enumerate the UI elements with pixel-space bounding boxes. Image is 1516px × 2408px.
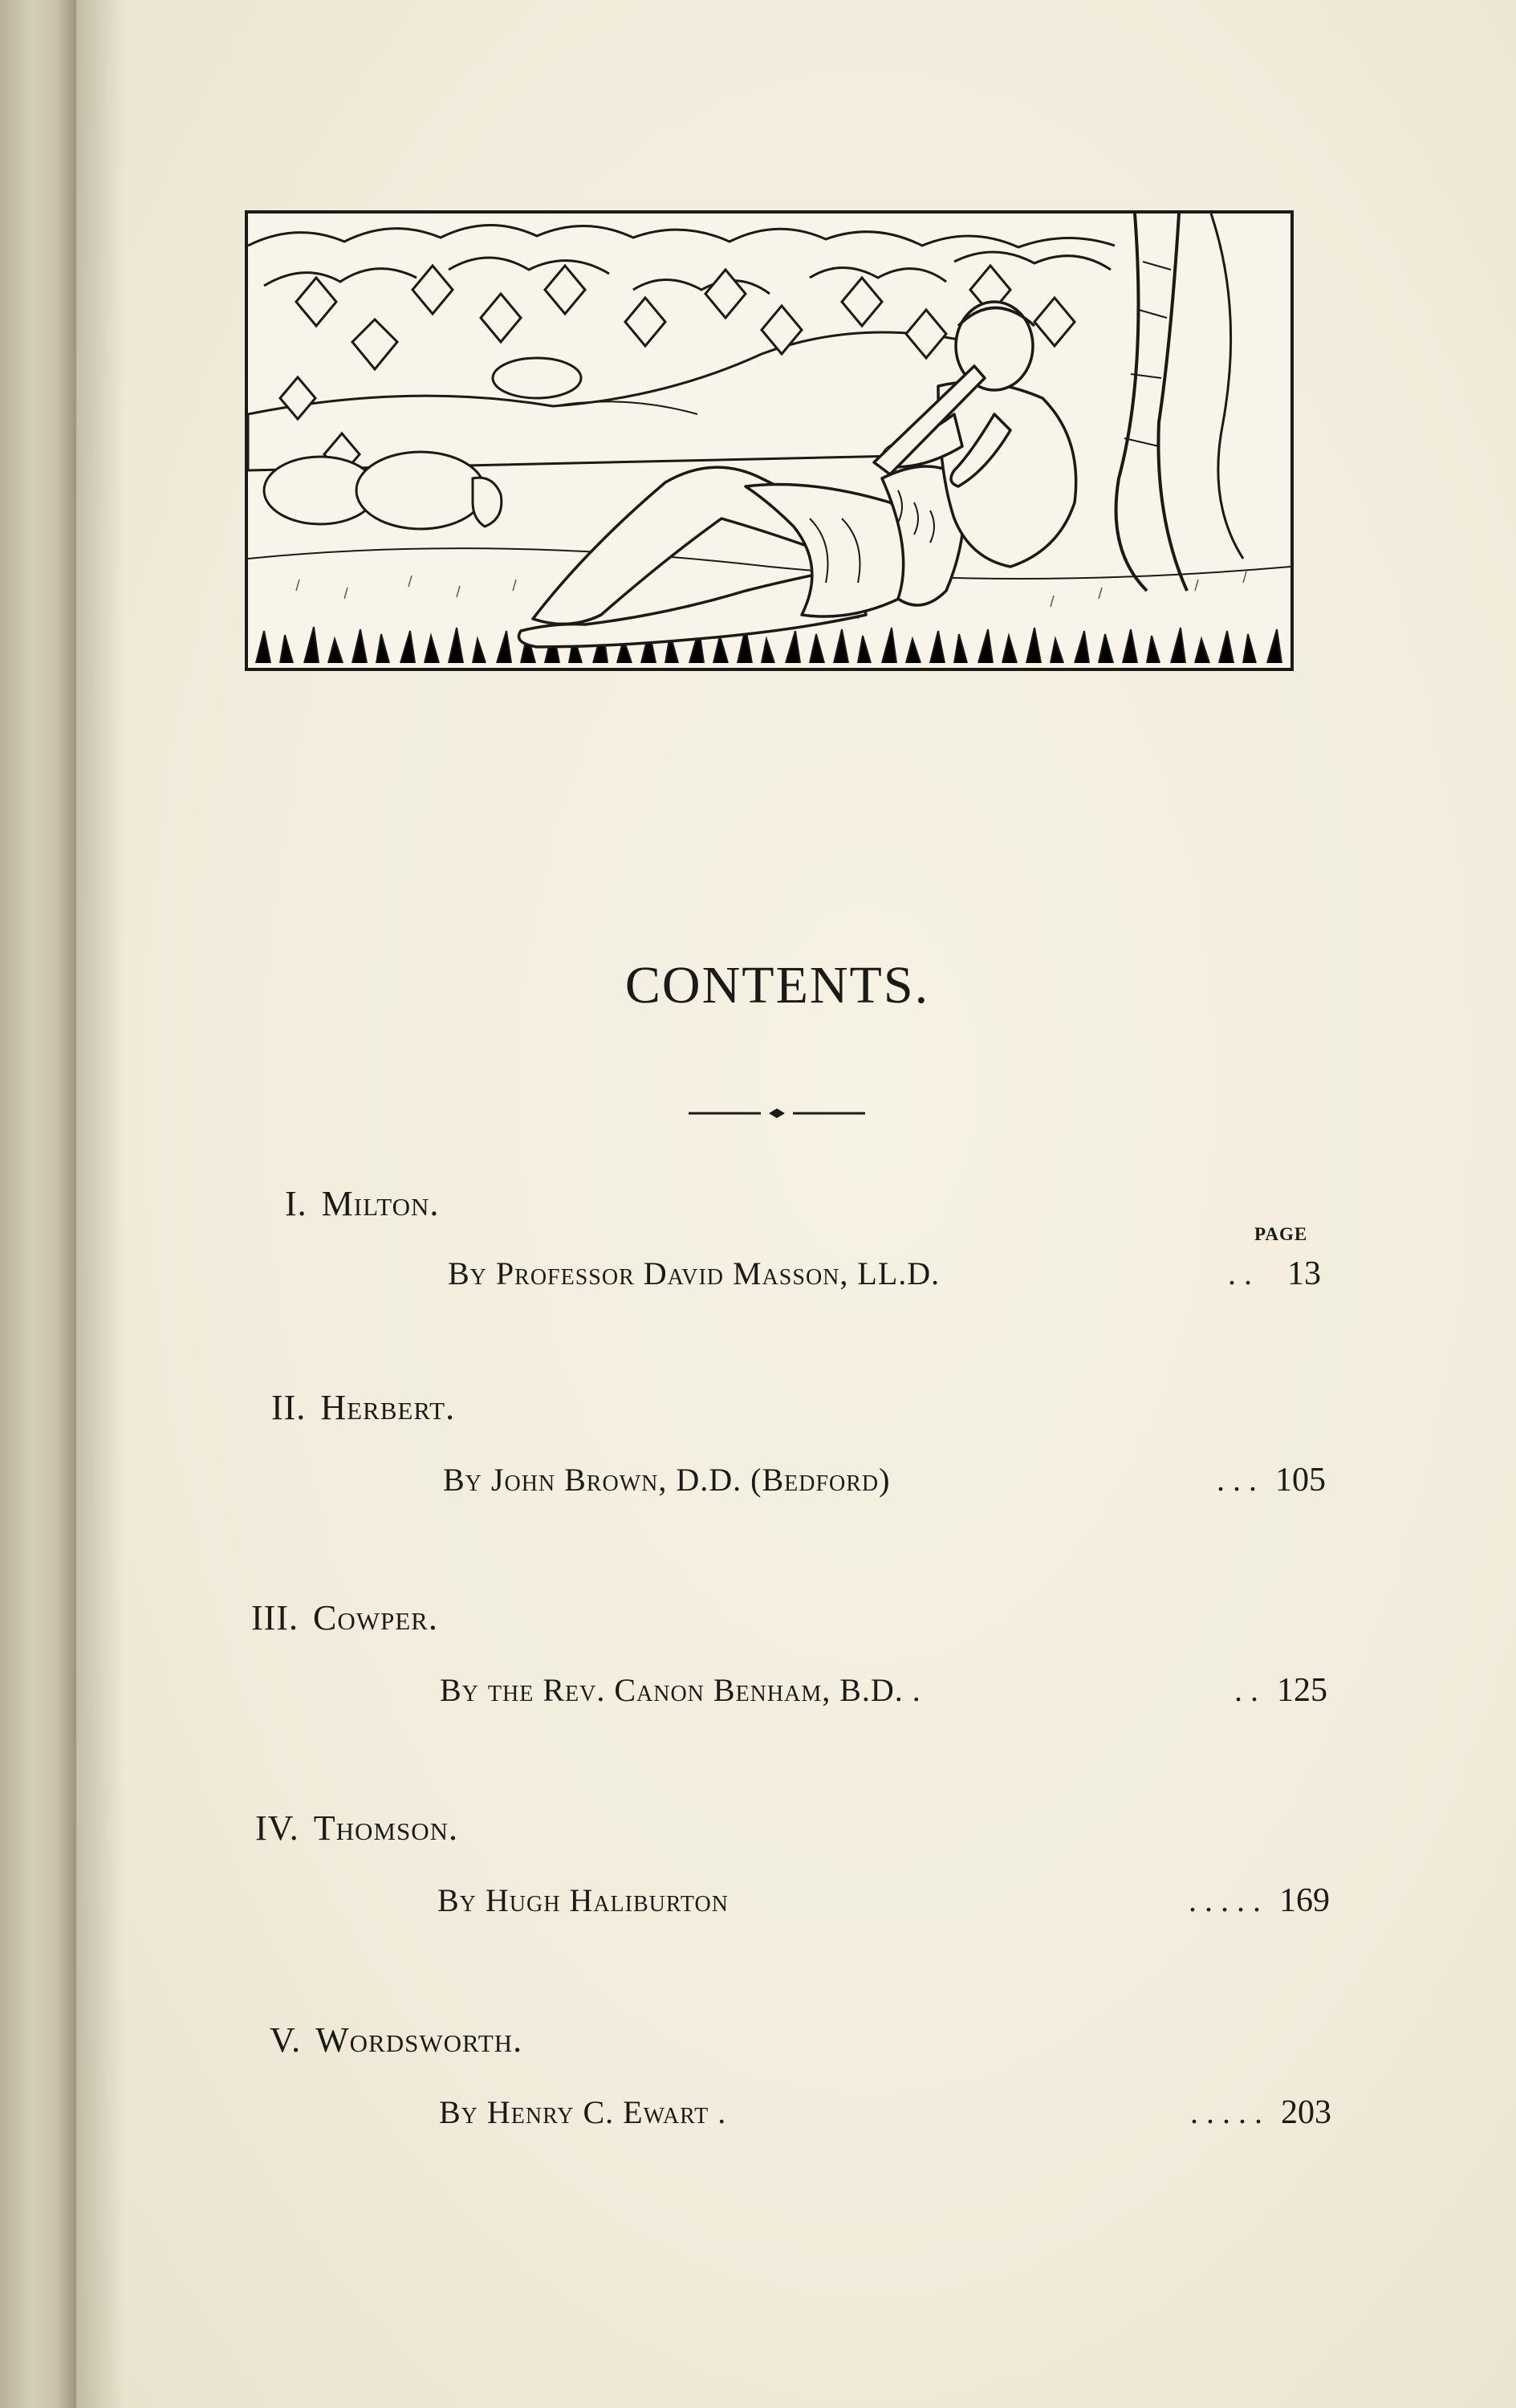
entry-author-line[interactable] [443,1461,1326,1503]
pastoral-piper-engraving-icon [245,210,1294,671]
entry-author: By Henry C. Ewart . [439,2094,727,2130]
entry-author-line[interactable] [448,1255,1321,1296]
gutter-shadow [76,0,124,2408]
entry-page-number: 169 [1279,1882,1330,1919]
entry-subject: Wordsworth. [315,2020,523,2060]
entry-numeral: IV. [255,1808,299,1848]
entry-author-line[interactable] [440,1671,1327,1713]
entry-subject: Milton. [321,1184,440,1223]
entry-numeral: II. [271,1388,307,1427]
entry-author: By Professor David Masson, LL.D. [448,1255,941,1291]
entry-page-number: 203 [1281,2094,1331,2131]
divider-ornament-icon [689,1104,865,1123]
dot-leaders: . . . . . [1189,1882,1261,1918]
entry-numeral: V. [270,2020,302,2060]
entry-author-line[interactable] [437,1881,1330,1923]
entry-numeral: I. [285,1184,307,1223]
entry-page-number: 13 [1287,1255,1321,1292]
dot-leaders: . . [1234,1672,1258,1708]
page-column-label: PAGE [1254,1224,1308,1244]
entry-heading [285,1183,439,1224]
dot-leaders: . . [1228,1255,1252,1291]
book-binding-edge [0,0,76,2408]
entry-author: By John Brown, D.D. (Bedford) [443,1462,891,1498]
entry-heading [271,1387,455,1428]
entry-heading [270,2020,522,2060]
entry-subject: Cowper. [312,1598,438,1637]
entry-heading [251,1597,438,1638]
entry-page-number: 105 [1275,1462,1326,1499]
entry-subject: Thomson. [313,1808,458,1848]
entry-author: By Hugh Haliburton [437,1882,729,1918]
entry-author: By the Rev. Canon Benham, B.D. . [440,1672,921,1708]
dot-leaders: . . . . . [1190,2094,1262,2130]
entry-author-line[interactable] [439,2093,1331,2135]
entry-numeral: III. [251,1598,299,1637]
entry-heading [255,1808,458,1849]
contents-heading: CONTENTS. [624,956,930,1015]
entry-subject: Herbert. [320,1388,456,1427]
entry-page-number: 125 [1277,1672,1327,1709]
dot-leaders: . . . [1217,1462,1257,1498]
